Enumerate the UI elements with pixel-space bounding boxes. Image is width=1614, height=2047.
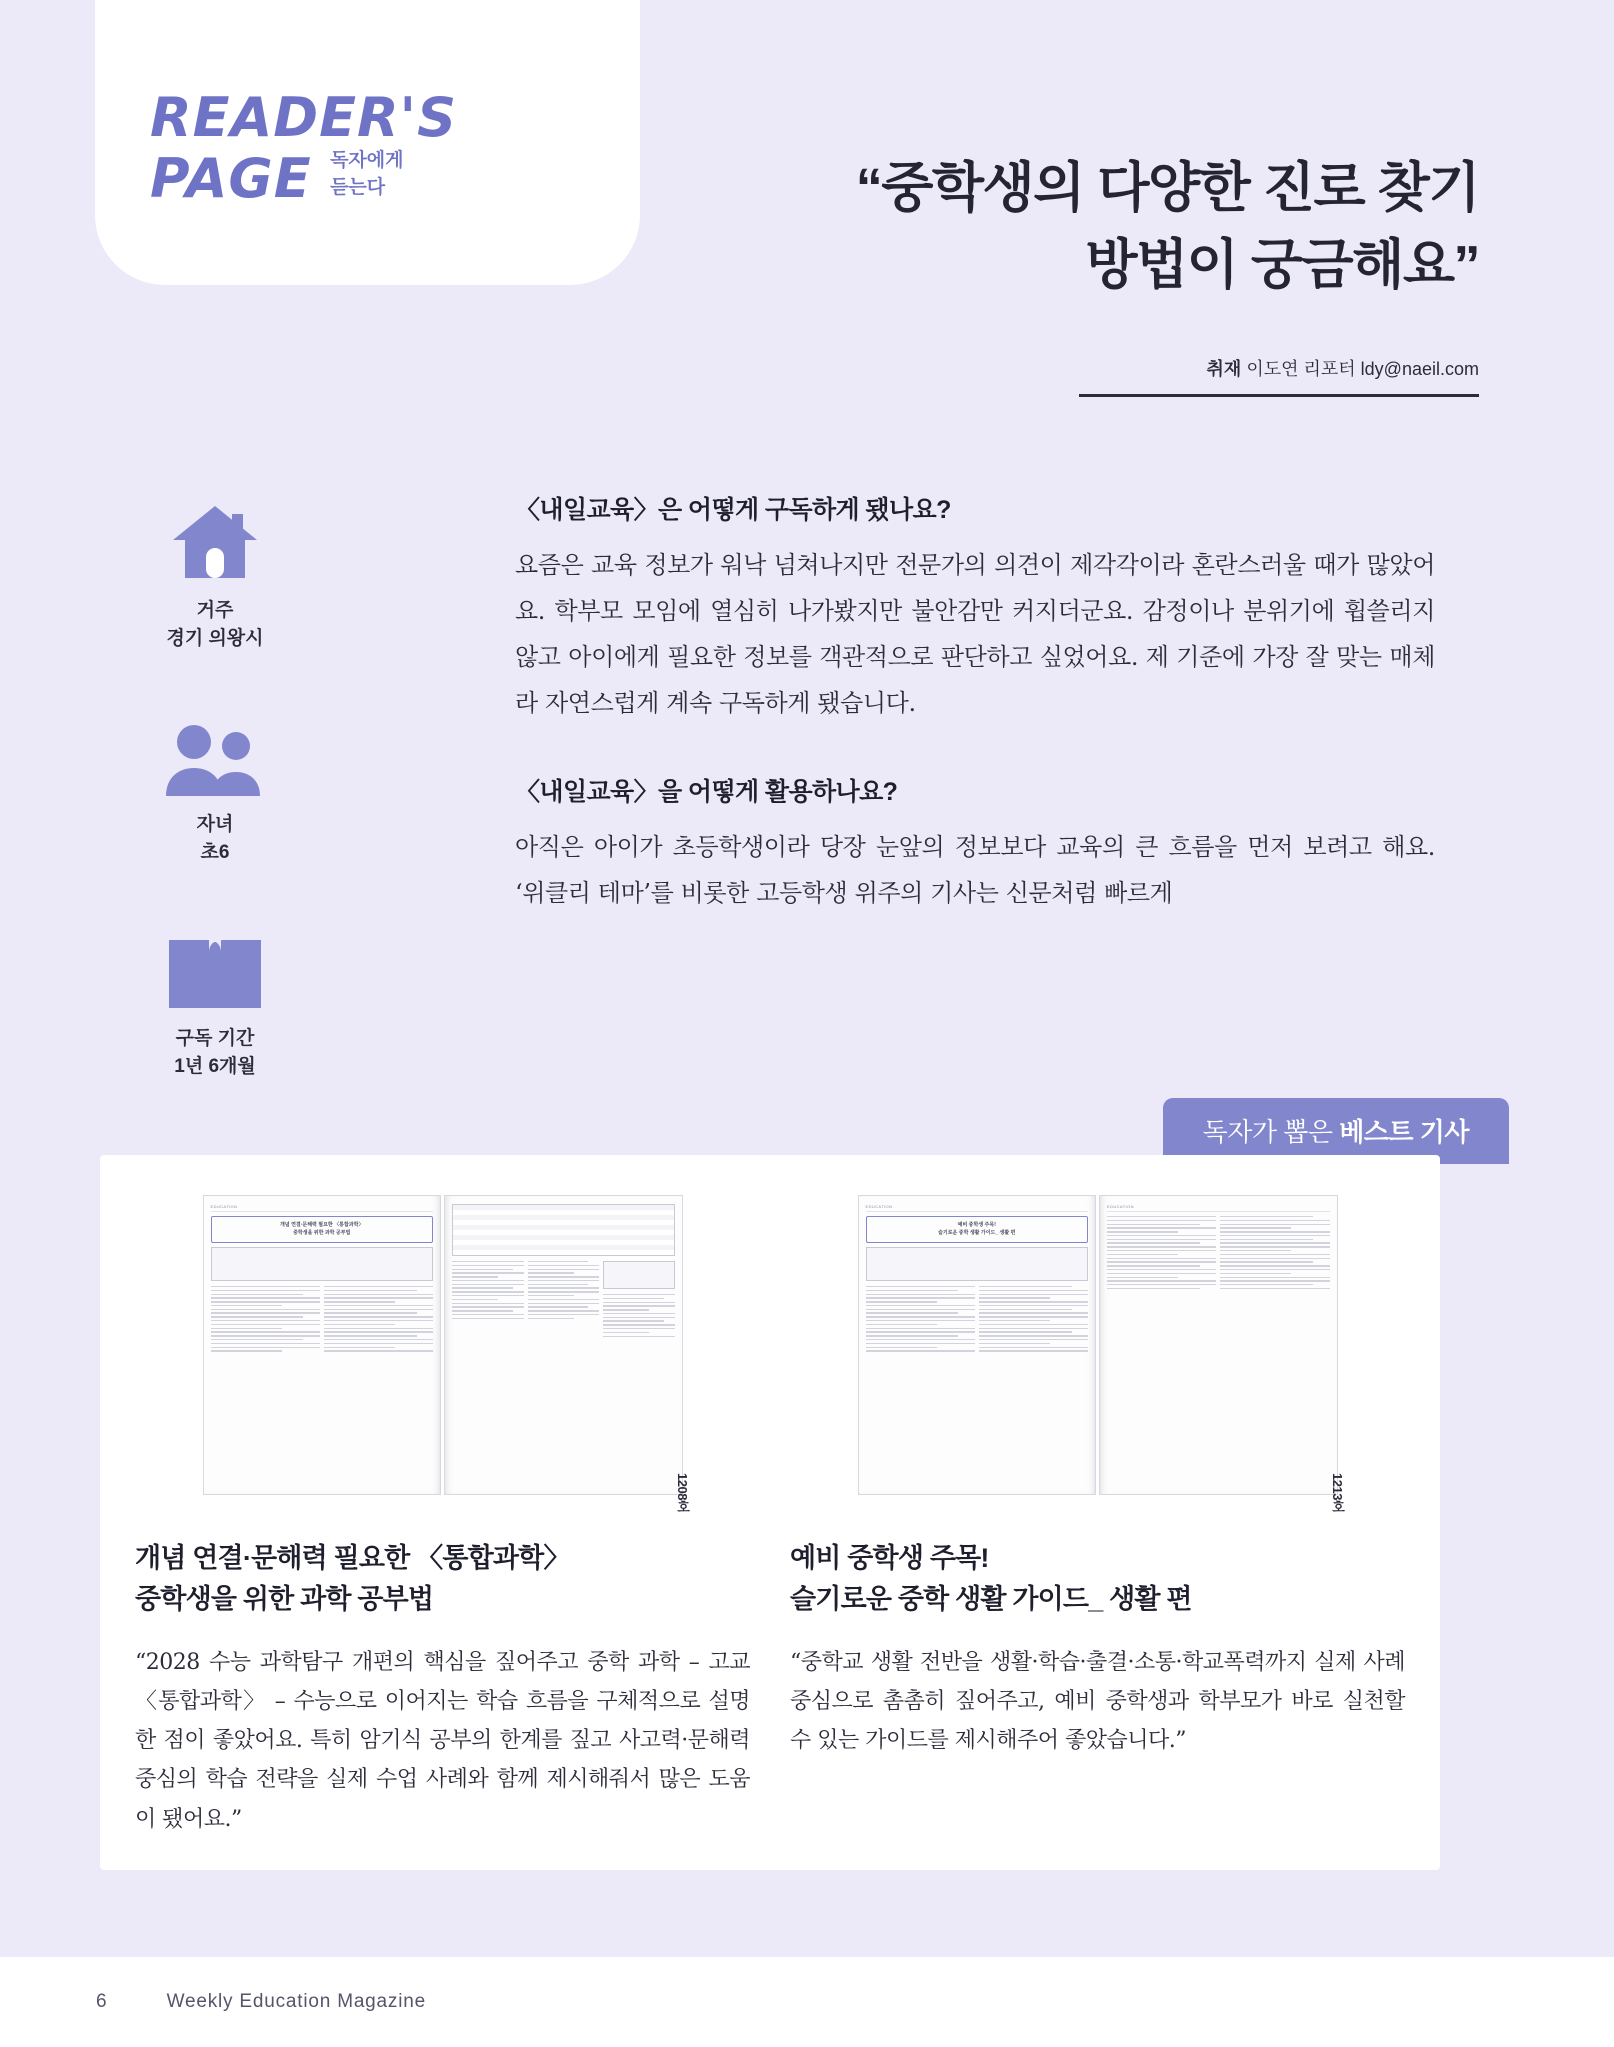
page-footer [0,1957,1614,2047]
best-article-card-2[interactable] [790,1195,1405,1839]
article-thumbnail-1 [135,1195,750,1520]
spread-title-line-1: 개념 연결·문해력 필요한 〈통합과학〉 [280,1222,364,1228]
children-icon [95,714,335,798]
page-number: 6 [96,1991,107,2012]
article-quote-2: “중학교 생활 전반을 생활·학습·출결·소통·학교폭력까지 실제 사례 중심으로 촘촘히 짚어주고, 예비 중학생과 학부모가 바로 실천할 수 있는 가이드를 제시해주어 좋았습니다.” [790,1650,1405,1754]
question-1: 〈내일교육〉은 어떻게 구독하게 됐나요? [515,496,951,524]
spread-header-1: EDUCATION [211,1204,434,1212]
best-tab-prefix: 독자가 뽑은 [1202,1117,1340,1147]
logo-inner [150,86,457,211]
spread-columns-2b [1107,1216,1330,1292]
logo-subtitle [330,147,403,208]
article-title-line-1: 개념 연결·문해력 필요한 〈통합과학〉 [135,1543,570,1573]
best-tab-strong: 베스트 기사 [1339,1117,1469,1147]
article-quote-1: “2028 수능 과학탐구 개편의 핵심을 짚어주고 중학 과학 – 고교 〈통합과학〉 – 수능으로 이어지는 학습 흐름을 구체적으로 설명한 점이 좋았어요. 특히 암기식 공부의 한계를 짚고 사고력·문해력 중심의 학습 전략을 실제 수업 사례와 함께 제시해줘서 많은 도움이 됐어요.” [135,1650,750,1832]
article-title-line-2: 중학생을 위한 과학 공부법 [135,1583,434,1614]
best-articles-panel [100,1155,1440,1870]
logo-subtitle-line-1: 독자에게 [330,149,404,171]
page-title [856,150,1479,303]
profile-item-children [95,714,335,866]
profile-item-residence [95,500,335,652]
best-articles-list [100,1155,1440,1839]
spread-title-box-2 [866,1216,1089,1243]
book-icon [95,928,335,1012]
spread-column [1220,1216,1329,1292]
readers-page-logo-card [95,0,640,285]
article-title-line-1: 예비 중학생 주목! [790,1543,989,1573]
profile-label-children [95,811,335,866]
answer-2: 아직은 아이가 초등학생이라 당장 눈앞의 정보보다 교육의 큰 흐름을 먼저 보려고 해요. ‘위클리 테마’를 비롯한 고등학생 위주의 기사는 신문처럼 빠르게 [515,833,1435,908]
spread-page-left-2 [858,1195,1097,1495]
profile-label-residence [95,597,335,652]
qa-block-1 [515,490,1435,726]
spread-title-line-1: 예비 중학생 주목! [957,1222,996,1228]
spread-column [452,1261,524,1339]
byline-value: 이도연 리포터 ldy@naeil.com [1246,359,1479,379]
spread-column [211,1286,320,1354]
question-2: 〈내일교육〉을 어떻게 활용하나요? [515,778,898,807]
article-thumbnail-2 [790,1195,1405,1520]
byline-label: 취재 [1206,359,1242,379]
reader-profile [95,500,335,1142]
best-article-card-1[interactable] [135,1195,750,1839]
byline [1079,355,1479,397]
qa-block-2 [515,772,1435,916]
spread-figure-1 [603,1261,675,1289]
profile-residence-title: 거주 [196,600,234,621]
spread-columns-1 [211,1286,434,1354]
spread-columns-1b [452,1261,675,1339]
magazine-spread-1 [203,1195,683,1495]
spread-page-right-2 [1099,1195,1338,1495]
spread-title-line-2: 중학생을 위한 과학 공부법 [293,1229,351,1236]
spread-table-1 [452,1204,675,1256]
profile-residence-value: 경기 의왕시 [166,627,264,649]
logo-line-1: READER'S [150,86,457,149]
spread-title-line-2: 슬기로운 중학 생활 가이드_ 생활 편 [938,1229,1016,1236]
page-header [0,0,1614,430]
issue-number-1: 1208호 [675,1472,690,1512]
profile-item-subscription [95,928,335,1080]
spread-column [603,1261,675,1339]
spread-header-2: EDUCATION [866,1204,1089,1212]
profile-children-title: 자녀 [196,814,234,836]
profile-subscription-value: 1년 6개월 [174,1055,256,1077]
magazine-spread-2 [858,1195,1338,1495]
spread-lead-box-1 [211,1247,434,1281]
profile-label-subscription [95,1025,335,1080]
profile-children-value: 초6 [200,841,230,863]
interview-body [515,490,1435,916]
spread-title-box-1 [211,1216,434,1243]
article-title-line-2: 슬기로운 중학 생활 가이드_ 생활 편 [790,1583,1192,1614]
logo-subtitle-line-2: 듣는다 [330,177,386,199]
answer-1: 요즘은 교육 정보가 워낙 넘쳐나지만 전문가의 의견이 제각각이라 혼란스러울 때가 많았어요. 학부모 모임에 열심히 나가봤지만 불안감만 커지더군요. 감정이나 분위기에 휩쓸리지 않고 아이에게 필요한 정보를 객관적으로 판단하고 싶었어요. 제 기준에 가장 잘 맞는 매체라 자연스럽게 계속 구독하게 됐습니다. [515,551,1435,718]
logo-line-2: PAGE [150,147,312,211]
home-icon [95,500,335,584]
spread-page-right-1 [444,1195,683,1495]
spread-lead-box-2 [866,1247,1089,1281]
issue-number-2: 1213호 [1330,1472,1345,1512]
article-title-1 [135,1538,750,1619]
spread-column [866,1286,975,1354]
spread-header-2b: EDUCATION [1107,1204,1330,1212]
profile-subscription-title: 구독 기간 [175,1028,255,1050]
spread-page-left-1 [203,1195,442,1495]
article-title-2 [790,1538,1405,1619]
spread-column [324,1286,433,1354]
spread-column [979,1286,1088,1354]
spread-column [1107,1216,1216,1292]
headline-line-2: 방법이 궁금해요” [1085,234,1479,295]
spread-columns-2 [866,1286,1089,1354]
magazine-name: Weekly Education Magazine [166,1991,426,2012]
headline-line-1: “중학생의 다양한 진로 찾기 [855,158,1479,218]
spread-column [528,1261,600,1339]
